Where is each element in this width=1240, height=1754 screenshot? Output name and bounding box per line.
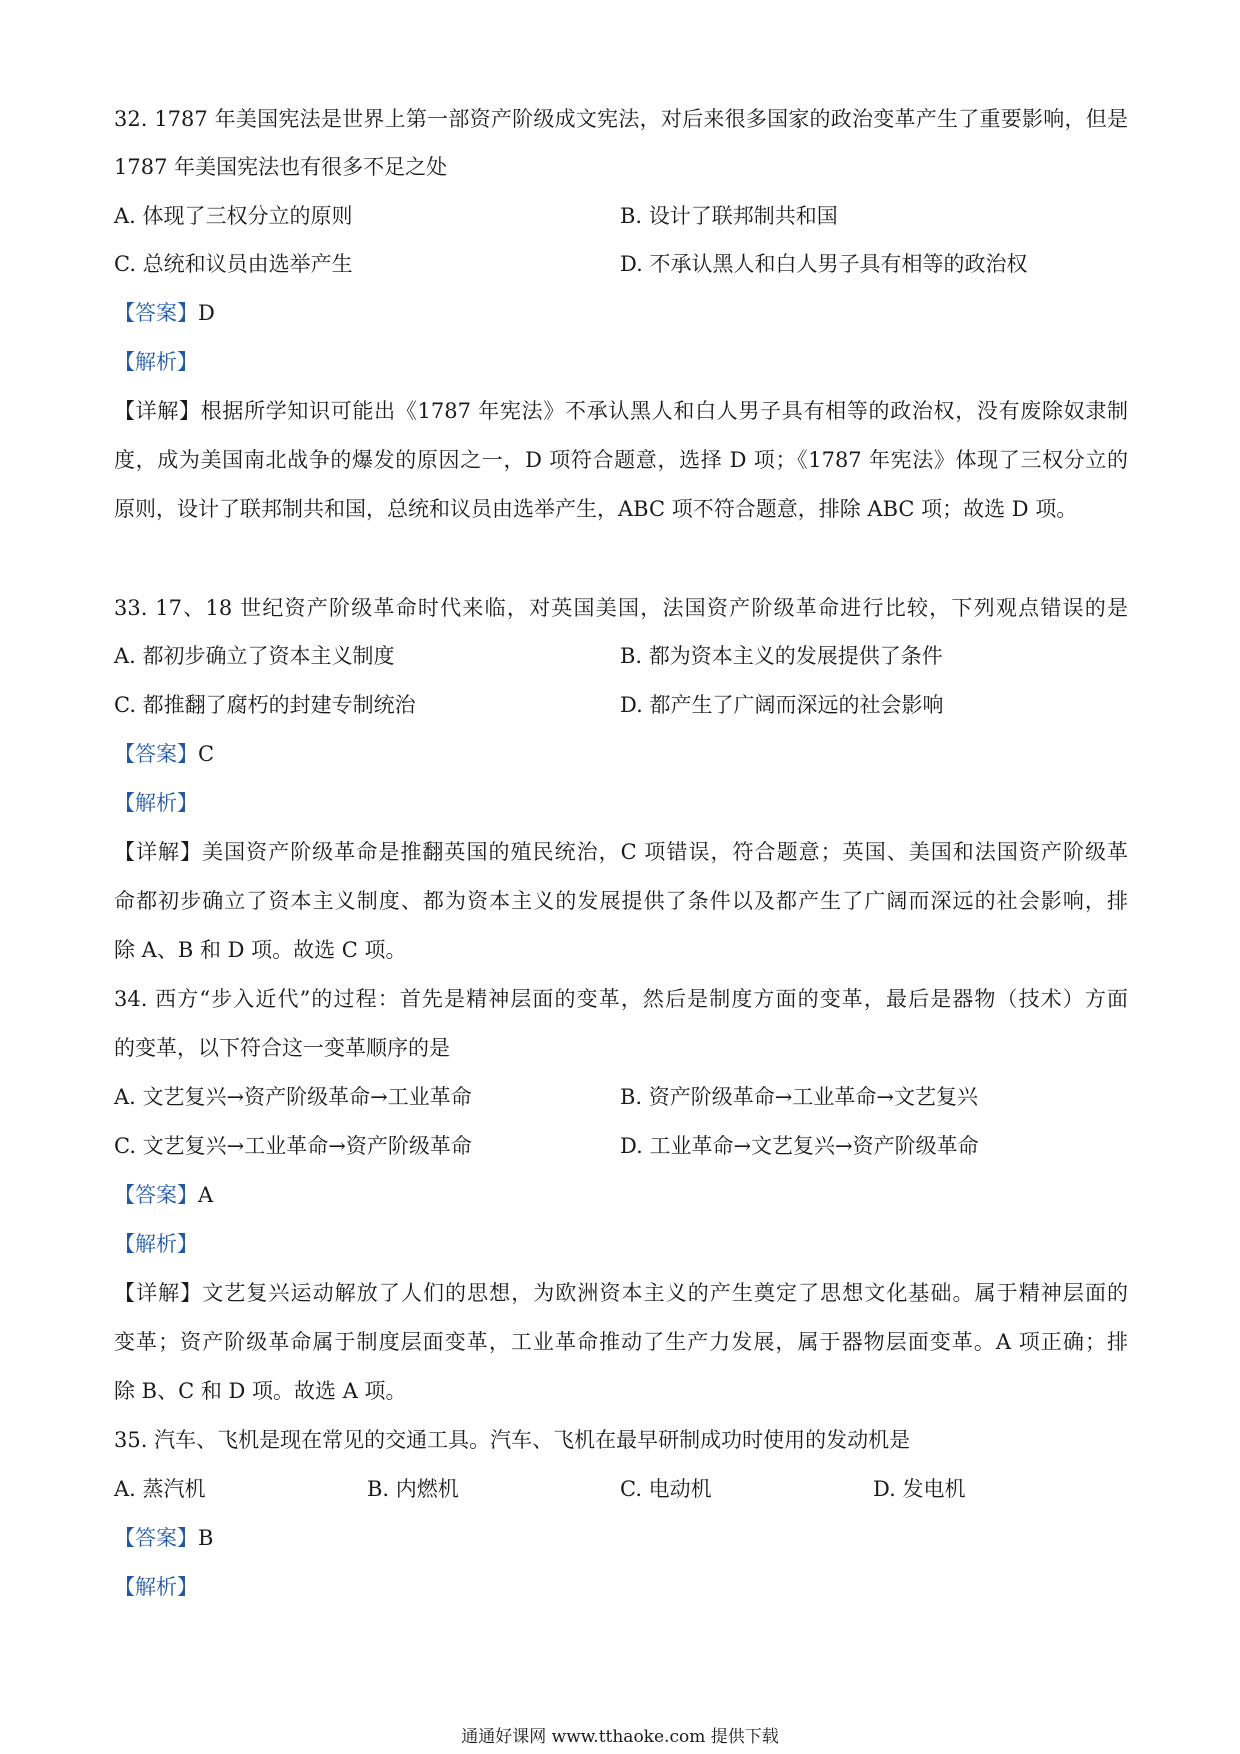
q33-detail-line2: 命都初步确立了资本主义制度、都为资本主义的发展提供了条件以及都产生了广阔而深远的社会影响，排 xyxy=(114,889,1128,913)
q35-option-d: D. 发电机 xyxy=(873,1477,966,1501)
q35-answer xyxy=(114,1522,213,1554)
q35-option-c: C. 电动机 xyxy=(620,1477,712,1501)
detail-text: 根据所学知识可能出《1787 年宪法》不承认黑人和白人男子具有相等的政治权，没有废除奴隶制 xyxy=(200,399,1128,423)
answer-tag: 【答案】 xyxy=(114,1526,198,1550)
q34-detail-line2: 变革；资产阶级革命属于制度层面变革，工业革命推动了生产力发展，属于器物层面变革。A 项正确；排 xyxy=(114,1330,1128,1354)
q34-option-c: C. 文艺复兴→工业革命→资产阶级革命 xyxy=(114,1134,472,1158)
q34-analysis-tag: 【解析】 xyxy=(114,1232,198,1256)
q32-option-a: A. 体现了三权分立的原则 xyxy=(114,204,353,228)
q32-answer xyxy=(114,297,215,329)
detail-tag: 【详解】 xyxy=(114,840,203,864)
detail-text: 美国资产阶级革命是推翻英国的殖民统治，C 项错误，符合题意；英国、美国和法国资产阶级革 xyxy=(202,840,1129,864)
q32-detail-line1 xyxy=(114,395,1128,427)
q34-detail-line1 xyxy=(114,1277,1128,1309)
q35-analysis-tag: 【解析】 xyxy=(114,1575,198,1599)
q34-stem-line1: 34. 西方“步入近代”的过程：首先是精神层面的变革，然后是制度方面的变革，最后是器物（技术）方面 xyxy=(114,987,1128,1011)
q33-detail-line1 xyxy=(114,836,1128,868)
answer-tag: 【答案】 xyxy=(114,1183,198,1207)
answer-value: A xyxy=(198,1183,214,1207)
q34-option-b: B. 资产阶级革命→工业革命→文艺复兴 xyxy=(620,1085,978,1109)
q35-option-b: B. 内燃机 xyxy=(367,1477,459,1501)
q32-analysis-tag: 【解析】 xyxy=(114,350,198,374)
answer-tag: 【答案】 xyxy=(114,301,198,325)
q32-detail-line3: 原则，设计了联邦制共和国，总统和议员由选举产生，ABC 项不符合题意，排除 ABC 项；故选 D 项。 xyxy=(114,497,1078,521)
q32-stem-line1: 32. 1787 年美国宪法是世界上第一部资产阶级成文宪法，对后来很多国家的政治变革产生了重要影响，但是 xyxy=(114,107,1128,131)
answer-value: D xyxy=(198,301,215,325)
q33-analysis-tag: 【解析】 xyxy=(114,791,198,815)
q33-answer xyxy=(114,738,214,770)
q32-option-d: D. 不承认黑人和白人男子具有相等的政治权 xyxy=(620,252,1028,276)
page-footer: 通通好课网 www.tthaoke.com 提供下载 xyxy=(461,1727,779,1747)
q32-option-b: B. 设计了联邦制共和国 xyxy=(620,204,838,228)
detail-text: 文艺复兴运动解放了人们的思想，为欧洲资本主义的产生奠定了思想文化基础。属于精神层面的 xyxy=(202,1281,1129,1305)
q35-stem-line1: 35. 汽车、飞机是现在常见的交通工具。汽车、飞机在最早研制成功时使用的发动机是 xyxy=(114,1428,911,1452)
q33-option-a: A. 都初步确立了资本主义制度 xyxy=(114,644,395,668)
q34-option-d: D. 工业革命→文艺复兴→资产阶级革命 xyxy=(620,1134,979,1158)
detail-tag: 【详解】 xyxy=(114,399,201,423)
q33-option-b: B. 都为资本主义的发展提供了条件 xyxy=(620,644,943,668)
q32-stem-line2: 1787 年美国宪法也有很多不足之处 xyxy=(114,155,448,179)
q33-stem-line1: 33. 17、18 世纪资产阶级革命时代来临，对英国美国，法国资产阶级革命进行比较，下列观点错误的是 xyxy=(114,596,1128,620)
answer-value: B xyxy=(198,1526,214,1550)
q33-detail-line3: 除 A、B 和 D 项。故选 C 项。 xyxy=(114,938,407,962)
q33-option-d: D. 都产生了广阔而深远的社会影响 xyxy=(620,693,944,717)
answer-value: C xyxy=(198,742,215,766)
detail-tag: 【详解】 xyxy=(114,1281,203,1305)
q34-answer xyxy=(114,1179,213,1211)
q34-detail-line3: 除 B、C 和 D 项。故选 A 项。 xyxy=(114,1379,407,1403)
q32-option-c: C. 总统和议员由选举产生 xyxy=(114,252,353,276)
q34-stem-line2: 的变革，以下符合这一变革顺序的是 xyxy=(114,1036,450,1060)
q34-option-a: A. 文艺复兴→资产阶级革命→工业革命 xyxy=(114,1085,472,1109)
q33-option-c: C. 都推翻了腐朽的封建专制统治 xyxy=(114,693,416,717)
q32-detail-line2: 度，成为美国南北战争的爆发的原因之一，D 项符合题意，选择 D 项；《1787 年宪法》体现了三权分立的 xyxy=(114,448,1128,472)
q35-option-a: A. 蒸汽机 xyxy=(114,1477,206,1501)
answer-tag: 【答案】 xyxy=(114,742,198,766)
